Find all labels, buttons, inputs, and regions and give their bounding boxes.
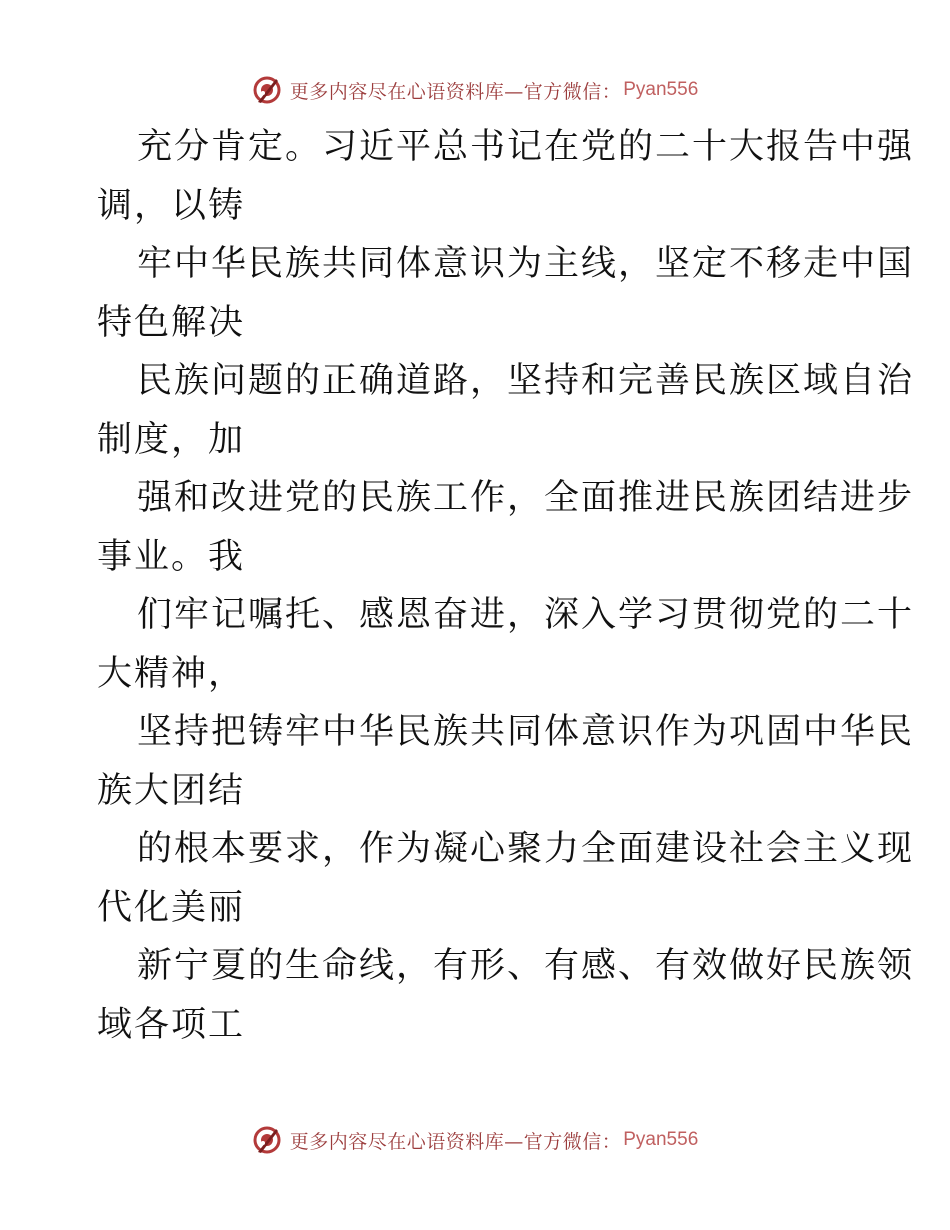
- text-line: 制度，加: [97, 419, 246, 460]
- text-line: 牢中华民族共同体意识为主线，坚定不移走中国: [137, 244, 915, 284]
- header-watermark: [0, 70, 950, 110]
- text-line: 充分肯定。习近平总书记在党的二十大报告中强: [137, 127, 915, 167]
- text-line: 调，以铸: [97, 185, 246, 226]
- text-line: 特色解决: [97, 302, 246, 343]
- text-line: 大精神，: [97, 653, 246, 694]
- watermark-text: 更多内容尽在心语资料库—官方微信：: [289, 1130, 622, 1153]
- text-line: 族大团结: [97, 770, 246, 811]
- quill-seal-icon: [252, 1125, 282, 1155]
- text-line: 新宁夏的生命线，有形、有感、有效做好民族领: [137, 946, 915, 986]
- watermark-wechat-id: Pyan556: [623, 1129, 699, 1150]
- quill-seal-icon: [252, 75, 282, 105]
- watermark-wechat-id: Pyan556: [623, 79, 699, 100]
- watermark-text: 更多内容尽在心语资料库—官方微信：: [289, 80, 622, 103]
- text-line: 们牢记嘱托、感恩奋进，深入学习贯彻党的二十: [137, 595, 915, 635]
- text-line: 的根本要求，作为凝心聚力全面建设社会主义现: [137, 829, 915, 869]
- text-line: 域各项工: [97, 1004, 246, 1045]
- text-line: 坚持把铸牢中华民族共同体意识作为巩固中华民: [137, 712, 915, 752]
- text-line: 事业。我: [97, 536, 246, 577]
- text-line: 民族问题的正确道路，坚持和完善民族区域自治: [137, 361, 915, 401]
- text-line: 强和改进党的民族工作，全面推进民族团结进步: [137, 478, 915, 518]
- text-line: 代化美丽: [97, 887, 246, 928]
- document-body: [97, 118, 915, 1054]
- footer-watermark: [0, 1120, 950, 1160]
